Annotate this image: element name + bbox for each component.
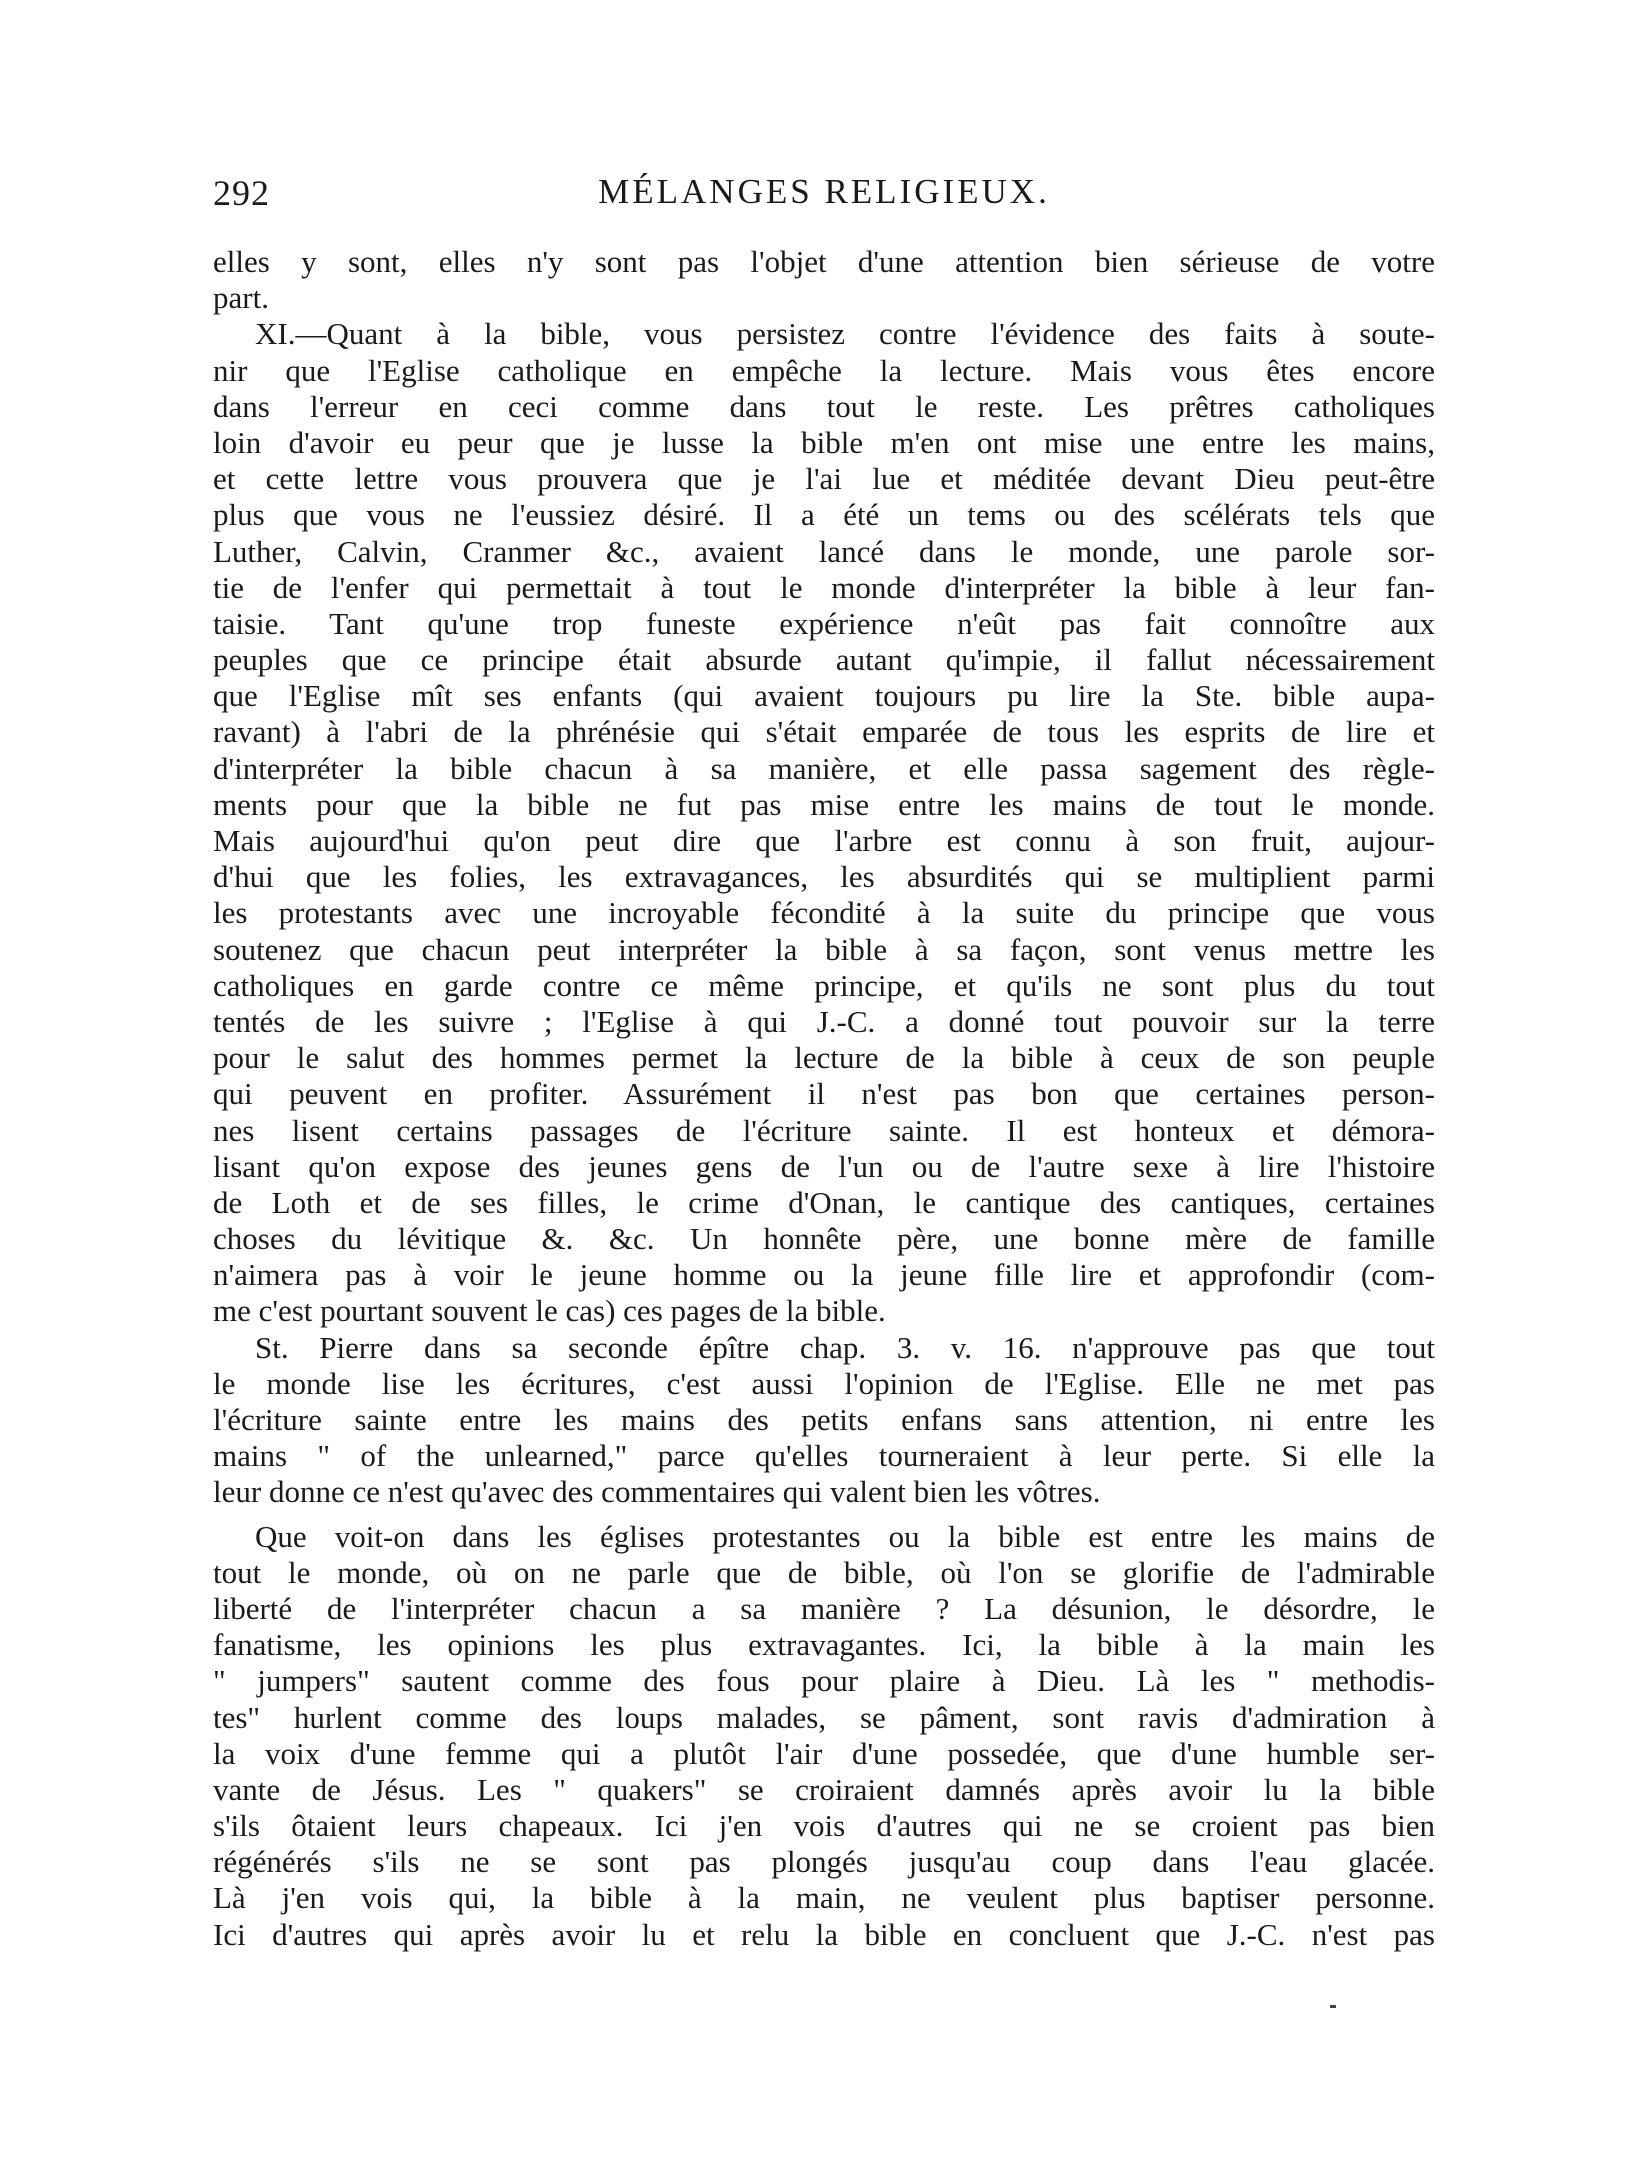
text-line: ravant) à l'abri de la phrénésie qui s'était emparée de tous les esprits de lire et — [213, 714, 1435, 750]
text-line: catholiques en garde contre ce même principe, et qu'ils ne sont plus du tout — [213, 967, 1435, 1003]
text-line: leur donne ce n'est qu'avec des commentaires qui valent bien les vôtres. — [213, 1474, 1101, 1510]
text-line: n'aimera pas à voir le jeune homme ou la jeune fille lire et approfondir (com- — [213, 1257, 1435, 1293]
text-line: vante de Jésus. Les " quakers" se croiraient damnés après avoir lu la bible — [213, 1771, 1435, 1807]
text-line: Luther, Calvin, Cranmer &c., avaient lancé dans le monde, une parole sor- — [213, 533, 1435, 569]
text-line: Là j'en vois qui, la bible à la main, ne veulent plus baptiser personne. — [213, 1880, 1435, 1916]
text-line: les protestants avec une incroyable fécondité à la suite du principe que vous — [213, 895, 1435, 931]
paragraph — [213, 1330, 1435, 1511]
text-line: le monde lise les écritures, c'est aussi l'opinion de l'Eglise. Elle ne met pas — [213, 1365, 1435, 1401]
running-title: MÉLANGES RELIGIEUX. — [598, 172, 1050, 211]
paragraph — [213, 244, 1435, 316]
text-line: soutenez que chacun peut interpréter la bible à sa façon, sont venus mettre les — [213, 931, 1435, 967]
text-line: Mais aujourd'hui qu'on peut dire que l'arbre est connu à son fruit, aujour- — [213, 823, 1435, 858]
text-line: liberté de l'interpréter chacun a sa manière ? La désunion, le désordre, le — [213, 1590, 1435, 1626]
text-line: loin d'avoir eu peur que je lusse la bible m'en ont mise une entre les mains, — [213, 424, 1435, 460]
page-number: 292 — [213, 173, 270, 213]
ink-speck — [1330, 2005, 1336, 2008]
text-line: choses du lévitique &. &c. Un honnête père, une bonne mère de famille — [213, 1221, 1435, 1257]
text-line: XI.—Quant à la bible, vous persistez contre l'évidence des faits à soute- — [255, 316, 1435, 352]
body-text — [213, 244, 1435, 1953]
text-line: me c'est pourtant souvent le cas) ces pages de la bible. — [213, 1293, 886, 1329]
text-line: lisant qu'on expose des jeunes gens de l'un ou de l'autre sexe à lire l'histoire — [213, 1148, 1435, 1184]
text-line: l'écriture sainte entre les mains des petits enfans sans attention, ni entre les — [213, 1402, 1435, 1437]
text-line: fanatisme, les opinions les plus extravagantes. Ici, la bible à la main les — [213, 1627, 1435, 1663]
paragraph — [213, 1519, 1435, 1953]
text-line: ments pour que la bible ne fut pas mise entre les mains de tout le monde. — [213, 786, 1435, 822]
text-line: Que voit-on dans les églises protestantes ou la bible est entre les mains de — [255, 1518, 1435, 1554]
paragraph-gap — [213, 1511, 1435, 1519]
text-line: dans l'erreur en ceci comme dans tout le reste. Les prêtres catholiques — [213, 388, 1435, 424]
text-line: tes" hurlent comme des loups malades, se pâment, sont ravis d'admiration à — [213, 1699, 1435, 1735]
text-line: s'ils ôtaient leurs chapeaux. Ici j'en vois d'autres qui ne se croient pas bien — [213, 1808, 1435, 1844]
text-line: de Loth et de ses filles, le crime d'Onan, le cantique des cantiques, certaines — [213, 1184, 1435, 1220]
text-line: St. Pierre dans sa seconde épître chap. 3. v. 16. n'approuve pas que tout — [255, 1329, 1435, 1365]
text-line: plus que vous ne l'eussiez désiré. Il a été un tems ou des scélérats tels que — [213, 497, 1435, 533]
text-line: taisie. Tant qu'une trop funeste expérience n'eût pas fait connoître aux — [213, 605, 1435, 641]
text-line: Ici d'autres qui après avoir lu et relu la bible en concluent que J.-C. n'est pas — [213, 1916, 1435, 1952]
text-line: d'hui que les folies, les extravagances, les absurdités qui se multiplient parmi — [213, 859, 1435, 895]
text-line: tentés de les suivre ; l'Eglise à qui J.-C. a donné tout pouvoir sur la terre — [213, 1003, 1435, 1039]
text-line: qui peuvent en profiter. Assurément il n'est pas bon que certaines person- — [213, 1076, 1435, 1112]
text-line: la voix d'une femme qui a plutôt l'air d'une possedée, que d'une humble ser- — [213, 1735, 1435, 1771]
text-line: pour le salut des hommes permet la lecture de la bible à ceux de son peuple — [213, 1040, 1435, 1076]
text-line: régénérés s'ils ne se sont pas plongés jusqu'au coup dans l'eau glacée. — [213, 1844, 1435, 1880]
running-head — [213, 172, 1435, 222]
text-line: mains " of the unlearned," parce qu'elles tourneraient à leur perte. Si elle la — [213, 1438, 1435, 1474]
text-line: nir que l'Eglise catholique en empêche la lecture. Mais vous êtes encore — [213, 352, 1435, 388]
text-line: " jumpers" sautent comme des fous pour plaire à Dieu. Là les " methodis- — [213, 1663, 1435, 1699]
text-line: tie de l'enfer qui permettait à tout le monde d'interpréter la bible à leur fan- — [213, 569, 1435, 605]
text-line: part. — [213, 280, 269, 316]
text-line: que l'Eglise mît ses enfants (qui avaient toujours pu lire la Ste. bible aupa- — [213, 678, 1435, 714]
text-line: tout le monde, où on ne parle que de bible, où l'on se glorifie de l'admirable — [213, 1554, 1435, 1590]
text-line: d'interpréter la bible chacun à sa manière, et elle passa sagement des règle- — [213, 750, 1435, 786]
text-line: nes lisent certains passages de l'écriture sainte. Il est honteux et démora- — [213, 1112, 1435, 1148]
paragraph — [213, 316, 1435, 1329]
text-line: et cette lettre vous prouvera que je l'ai lue et méditée devant Dieu peut-être — [213, 461, 1435, 497]
text-line: peuples que ce principe était absurde autant qu'impie, il fallut nécessairement — [213, 642, 1435, 678]
text-line: elles y sont, elles n'y sont pas l'objet d'une attention bien sérieuse de votre — [213, 244, 1435, 279]
